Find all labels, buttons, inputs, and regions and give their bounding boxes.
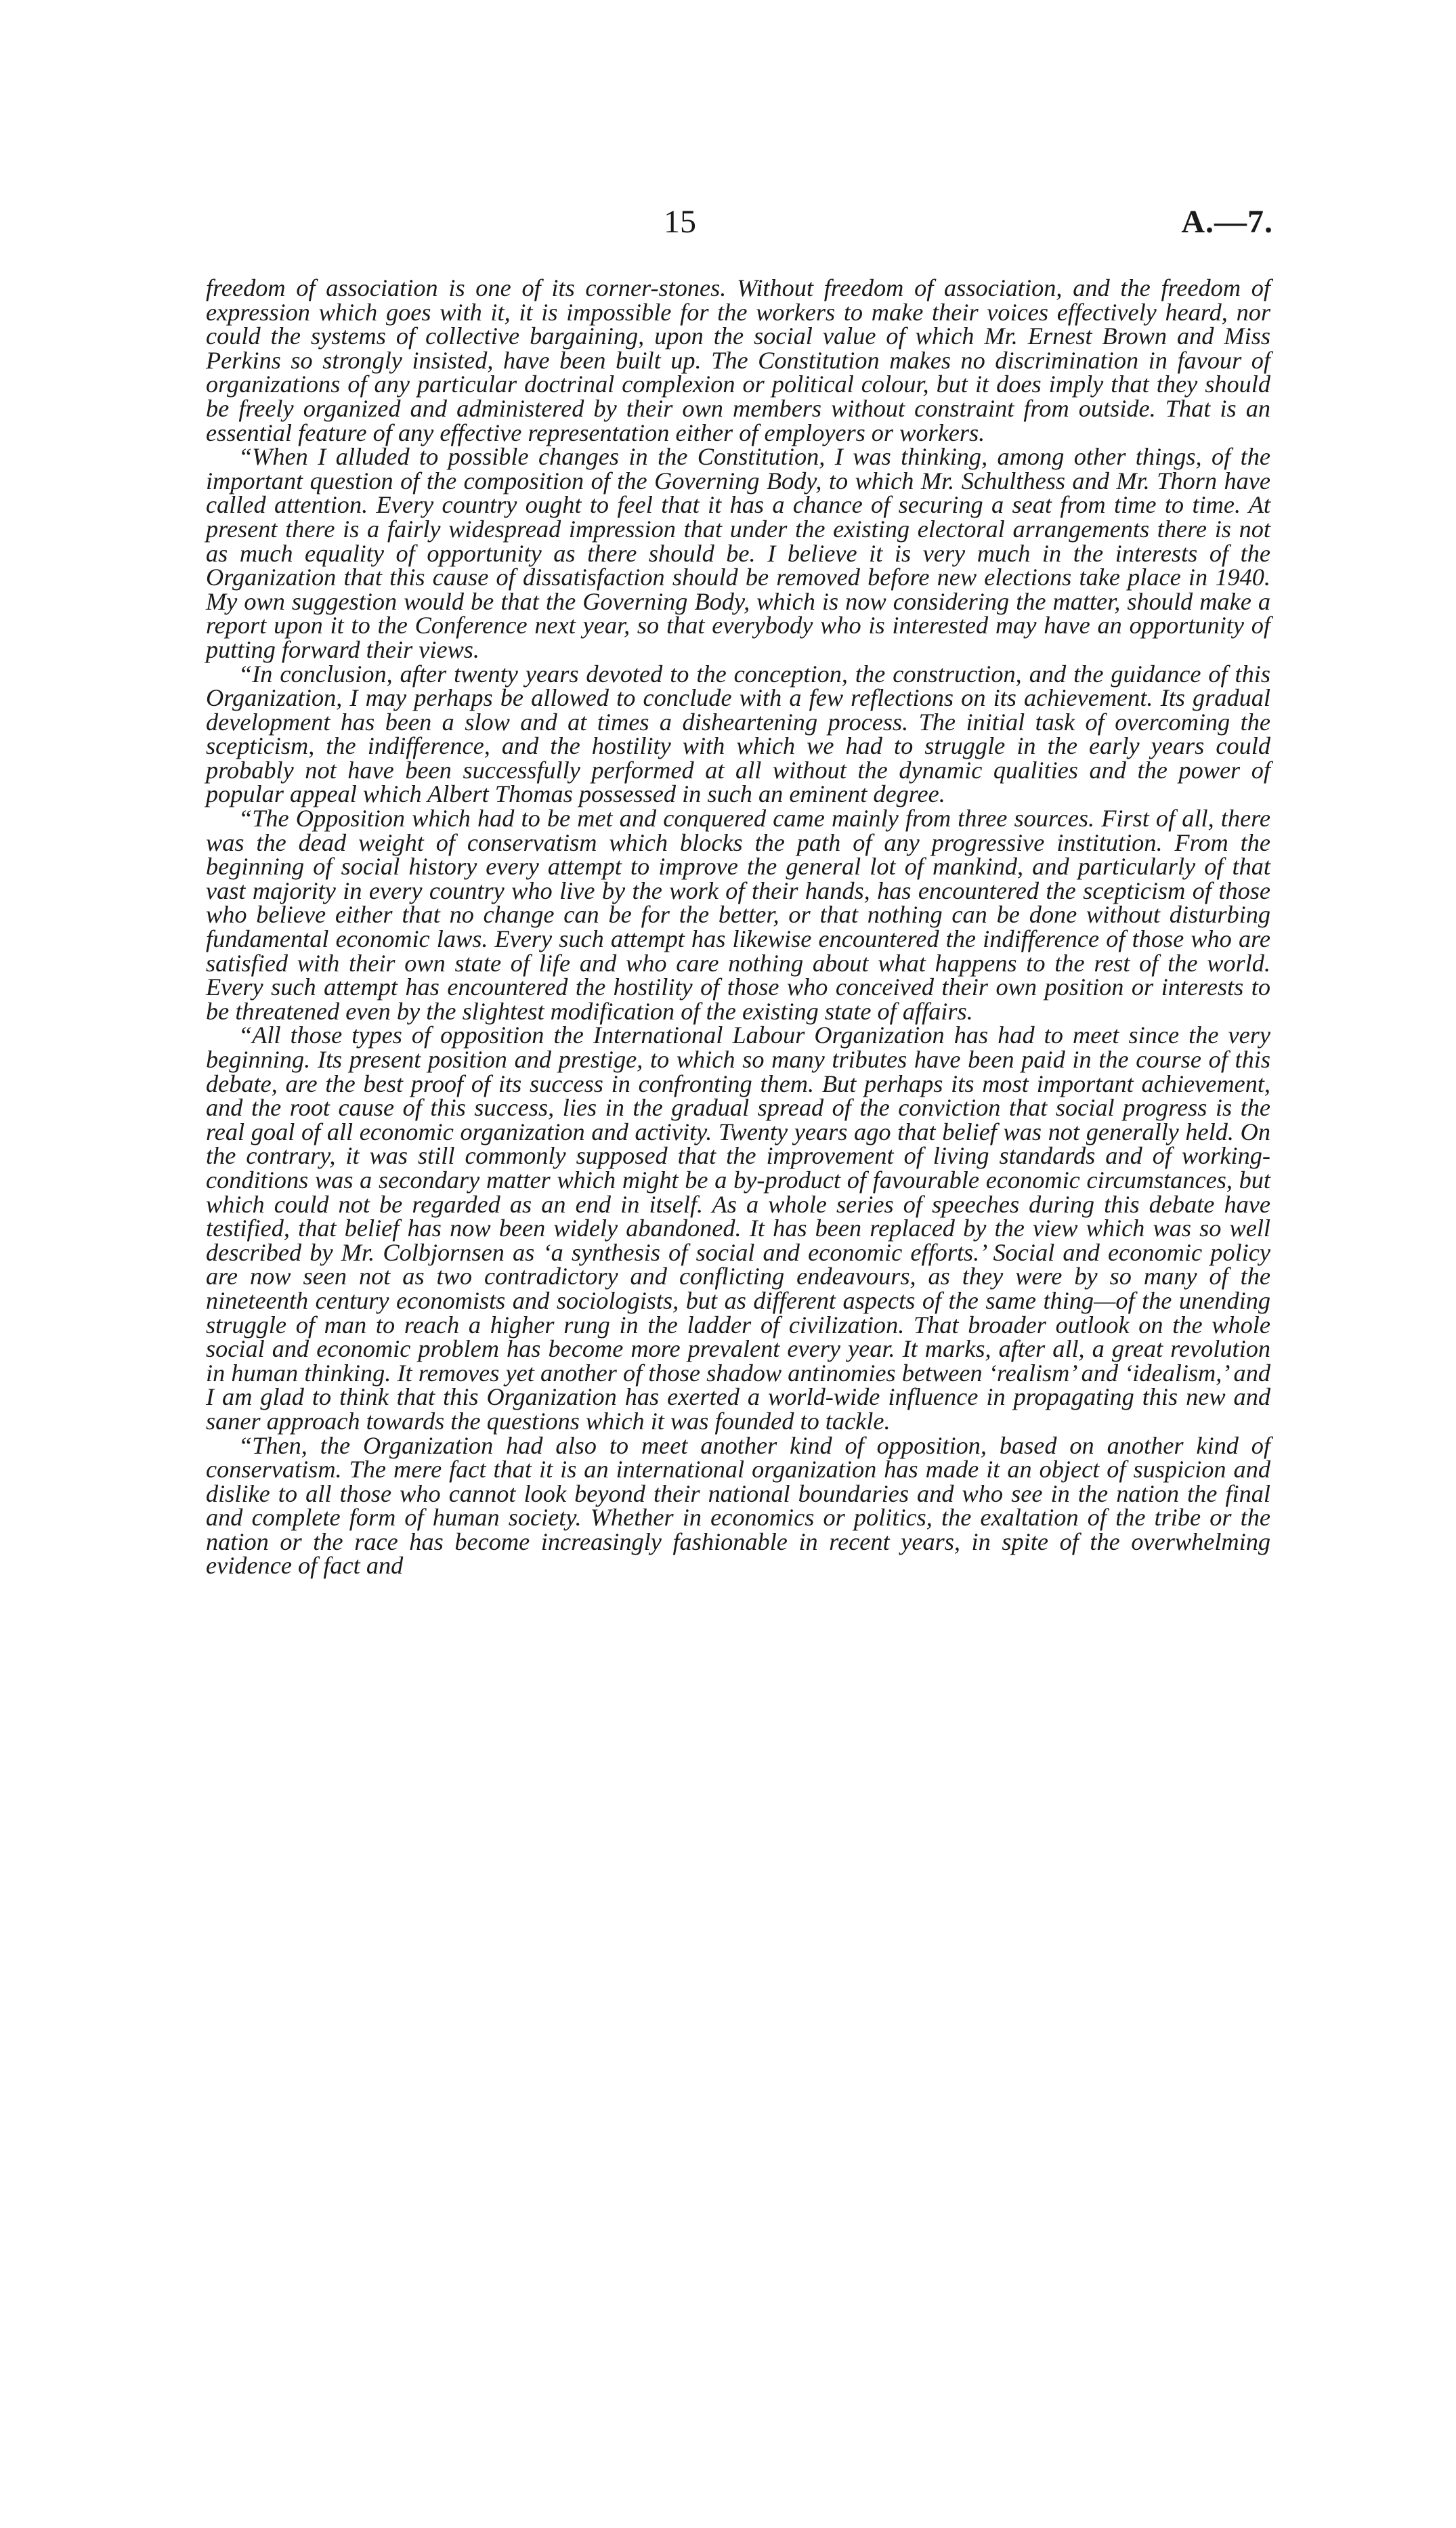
paragraph-conclusion: “In conclusion, after twenty years devoted to the conception, the construction, and the guidance of this Organization, I may perhaps be allowed to conclude with a few reflections on its achievement. Its gradual development has been a slow and at times a disheartening process. The initial task of overcoming the scepticism, the indifference, and the hostility with which we had to struggle in the early years could probably not have been successfully performed at all without the dynamic qualities and the power of popular appeal which Albert Thomas possessed in such an eminent degree. [206, 660, 1270, 808]
body-text [206, 276, 1270, 1578]
document-reference: A.—7. [1181, 204, 1273, 240]
page-header [203, 203, 1273, 251]
paragraph-types-of-opposition: “All those types of opposition the International Labour Organization has had to meet since the very beginning. Its present position and prestige, to which so many tributes have been paid in the course of this debate, are the best proof of its success in confronting them. But perhaps its most important achievement, and the root cause of this success, lies in the gradual spread of the conviction that social progress is the real goal of all economic organization and activity. Twenty years ago that belief was not generally held. On the contrary, it was still commonly supposed that the improvement of living standards and of working-conditions was a secondary matter which might be a by-product of favourable economic circumstances, but which could not be regarded as an end in itself. As a whole series of speeches during this debate have testified, that belief has now been widely abandoned. It has been replaced by the view which was so well described by Mr. Colbjornsen as ‘a synthesis of social and economic efforts.’ Social and economic policy are now seen not as two contradictory and conflicting endeavours, as they were by so many of the nineteenth century economists and sociologists, but as different aspects of the same thing—of the unending struggle of man to reach a higher rung in the ladder of civilization. That broader outlook on the whole social and economic problem has become more prevalent every year. It marks, after all, a great revolution in human thinking. It removes yet another of those shadow antinomies between ‘realism’ and ‘idealism,’ and I am glad to think that this Organization has exerted a world-wide influence in propagating this new and saner approach towards the questions which it was founded to tackle. [206, 1021, 1270, 1435]
paragraph-international-opposition: “Then, the Organization had also to meet another kind of opposition, based on another kind of conservatism. The mere fact that it is an international organization has made it an object of suspicion and dislike to all those who cannot look beyond their national boundaries and who see in the nation the final and complete form of human society. Whether in economics or politics, the exaltation of the tribe or the nation or the race has become increasingly fashionable in recent years, in spite of the overwhelming evidence of fact and [206, 1431, 1270, 1580]
paragraph-opposition-sources: “The Opposition which had to be met and conquered came mainly from three sources. First of all, there was the dead weight of conservatism which blocks the path of any progressive institution. From the beginning of social history every attempt to improve the general lot of mankind, and particularly of that vast majority in every country who live by the work of their hands, has encountered the scepticism of those who believe either that no change can be for the better, or that nothing can be done without disturbing fundamental economic laws. Every such attempt has likewise encountered the indifference of those who are satisfied with their own state of life and who care nothing about what happens to the rest of the world. Every such attempt has encountered the hostility of those who conceived their own position or interests to be threatened even by the slightest modification of the existing state of affairs. [206, 805, 1270, 1025]
page-number: 15 [664, 204, 696, 240]
paragraph-continuation: freedom of association is one of its corner-stones. Without freedom of association, and the freedom of expression which goes with it, it is impossible for the workers to make their voices effectively heard, nor could the systems of collective bargaining, upon the social value of which Mr. Ernest Brown and Miss Perkins so strongly insisted, have been built up. The Constitution makes no discrimination in favour of organizations of any particular doctrinal complexion or political colour, but it does imply that they should be freely organized and administered by their own members without constraint from outside. That is an essential feature of any effective representation either of employers or workers. [206, 274, 1270, 446]
paragraph-constitution-changes: “When I alluded to possible changes in the Constitution, I was thinking, among other things, of the important question of the composition of the Governing Body, to which Mr. Schulthess and Mr. Thorn have called attention. Every country ought to feel that it has a chance of securing a seat from time to time. At present there is a fairly widespread impression that under the existing electoral arrangements there is not as much equality of opportunity as there should be. I believe it is very much in the interests of the Organization that this cause of dissatisfaction should be removed before new elections take place in 1940. My own suggestion would be that the Governing Body, which is now considering the matter, should make a report upon it to the Conference next year, so that everybody who is interested may have an opportunity of putting forward their views. [206, 443, 1270, 663]
